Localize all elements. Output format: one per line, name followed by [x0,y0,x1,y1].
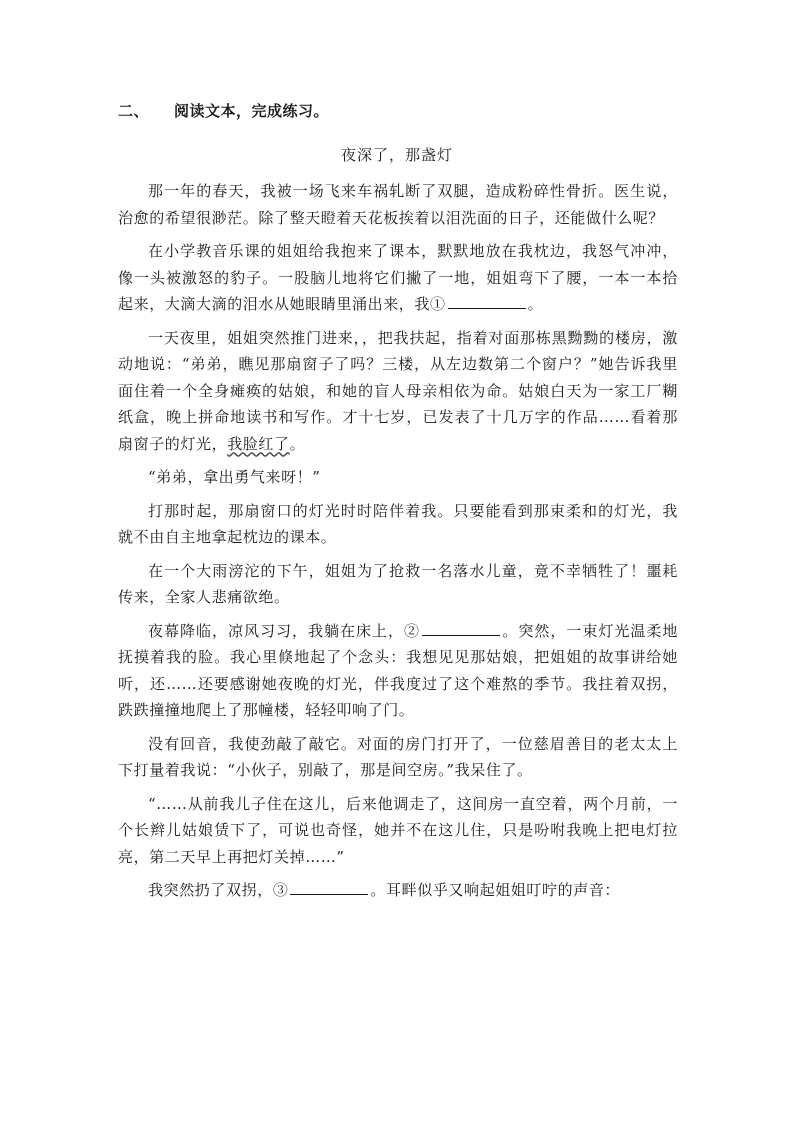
blank-marker-1: ① [430,295,446,313]
blank-marker-2: ② [404,621,420,640]
section-instruction: 阅读文本，完成练习。 [174,102,330,120]
paragraph-7 [118,618,678,724]
paragraph-2 [118,238,678,318]
paragraph-2-end: 。 [527,295,544,313]
paragraph-10-rest: 。耳畔似乎又响起姐姐叮咛的声音： [370,881,621,899]
answer-blank-1[interactable] [448,293,526,309]
paragraph-3 [118,325,678,458]
paragraph-4: “弟弟，拿出勇气来呀！” [148,468,321,486]
paragraph-3-text: 一天夜里，姐姐突然推门进来，，把我扶起，指着对面那栋黑黝黝的楼房，激动地说：“弟弟，瞧见那扇窗子了吗？三楼，从左边数第二个窗户？”她告诉我里面住着一个全身瘫痪的姑娘，和她的盲人母亲相依为命。姑娘白天为一家工厂糊纸盒，晚上拼命地读书和写作。才十七岁，已发表了十几万字的作品……看着那扇窗子的灯光， [118,328,678,453]
paragraph-10 [118,877,678,904]
paragraph-5: 打那时起，那扇窗口的灯光时时陪伴着我。只要能看到那束柔和的灯光，我就不由自主地拿起枕边的课本。 [118,501,678,546]
paragraph-1: 那一年的春天，我被一场飞来车祸轧断了双腿，造成粉碎性骨折。医生说，治愈的希望很渺茫。除了整天瞪着天花板挨着以泪洗面的日子，还能做什么呢？ [118,182,678,227]
paragraph-6: 在一个大雨滂沱的下午，姐姐为了抢救一名落水儿童，竟不幸牺牲了！噩耗传来，全家人悲痛欲绝。 [118,561,678,606]
wavy-underlined-phrase: 我脸红了 [227,434,290,453]
blank-marker-3: ③ [272,881,289,899]
article-title: 夜深了，那盏灯 [340,146,453,164]
paragraph-9: “……从前我儿子住在这儿，后来他调走了，这间房一直空着，两个月前，一个长辫儿姑娘赁下了，可说也奇怪，她并不在这儿住，只是吩咐我晚上把电灯拉亮，第二天早上再把灯关掉……” [118,794,678,866]
answer-blank-3[interactable] [290,879,368,895]
section-number: 二、 [118,102,150,120]
article-body [118,178,678,911]
section-heading [118,100,329,121]
paragraph-10-text: 我突然扔了双拐， [148,881,273,899]
paragraph-8: 没有回音，我使劲敲了敲它。对面的房门打开了，一位慈眉善目的老太太上下打量着我说：“小伙子，别敲了，那是间空房。”我呆住了。 [118,734,678,779]
paragraph-2-text: 在小学教音乐课的姐姐给我抱来了课本，默默地放在我枕边，我怒气冲冲，像一头被激怒的豹子。一股脑儿地将它们撇了一地，姐姐弯下了腰，一本一本拾起来，大滴大滴的泪水从她眼睛里涌出来，我 [118,242,678,313]
paragraph-7-text: 夜幕降临，凉风习习，我躺在床上， [148,621,404,640]
paragraph-7-rest: 。突然，一束灯光温柔地抚摸着我的脸。我心里倏地起了个念头：我想见见那姑娘，把姐姐的故事讲给她听，还……还要感谢她夜晚的灯光，伴我度过了这个难熬的季节。我拄着双拐，跌跌撞撞地爬上了那幢楼，轻轻叩响了门。 [118,621,678,719]
answer-blank-2[interactable] [422,620,500,636]
paragraph-3-end: 。 [289,434,306,453]
